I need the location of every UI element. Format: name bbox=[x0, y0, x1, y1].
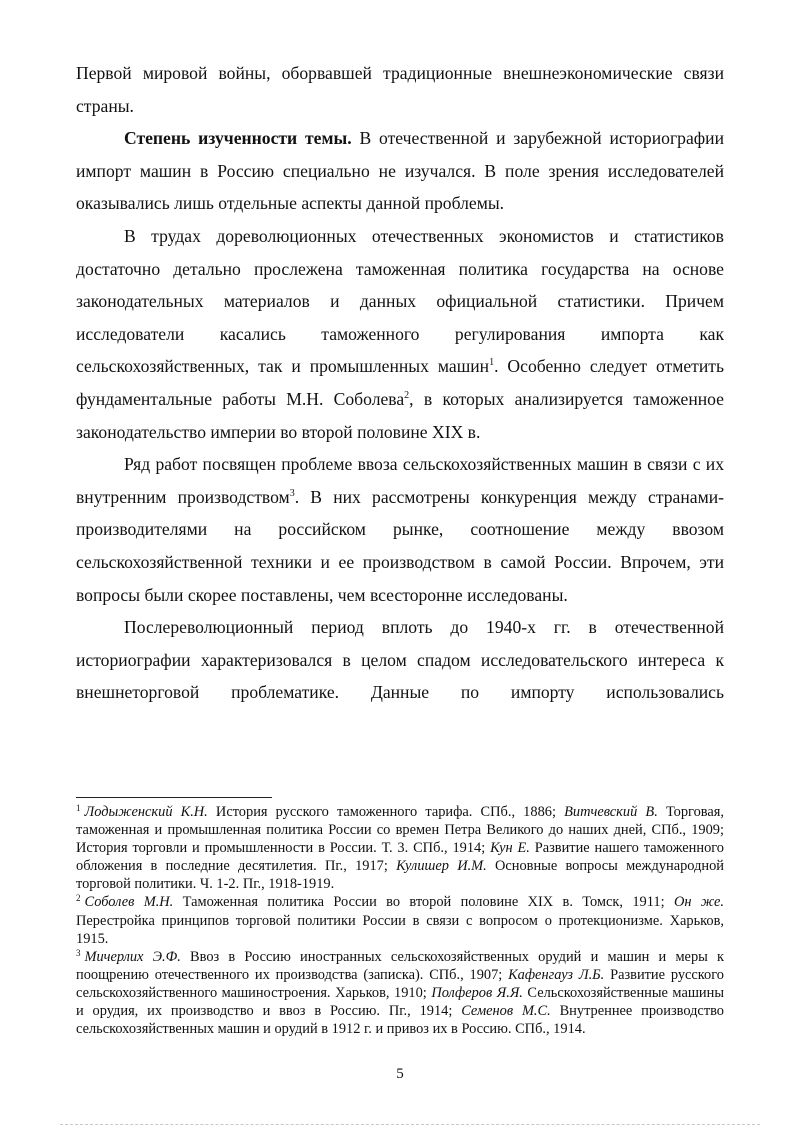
footnote-ref-1[interactable]: 1 bbox=[489, 357, 495, 369]
citation-text: Ввоз в Россию иностранных сельскохозяйственных орудий и машин и меры к поощрению отечественного их производства (записка). СПб., 1907; bbox=[76, 948, 724, 983]
paragraph-text: В отечественной и зарубежной историографии импорт машин в Россию специально не изучался. В поле зрения исследователей оказывались лишь отдельные аспекты данной проблемы. bbox=[76, 128, 724, 214]
section-heading: Степень изученности темы. bbox=[124, 128, 352, 149]
citation-text: Перестройка принципов торговой политики России в связи с вопросом о протекционизме. Харьков, 1915. bbox=[76, 912, 724, 947]
footnote-separator bbox=[76, 797, 272, 798]
body-text bbox=[76, 57, 724, 709]
author-name: Кафенгауз Л.Б. bbox=[508, 966, 605, 983]
citation-text: История русского таможенного тарифа. СПб., 1886; bbox=[207, 804, 565, 820]
citation-text: Развитие русского сельскохозяйственного машиностроения. Харьков, 1910; bbox=[76, 966, 724, 1001]
page-number: 5 bbox=[396, 1066, 404, 1082]
paragraph-text: , в которых анализируется таможенное законодательство империи во второй половине XIX в. bbox=[76, 388, 724, 442]
author-name: Полферов Я.Я. bbox=[431, 984, 523, 1001]
footnote-mark: 3 bbox=[76, 947, 81, 958]
footnote-ref-2[interactable]: 2 bbox=[404, 389, 410, 401]
paragraph-text: . Особенно следует отметить фундаментальные работы М.Н. Соболева bbox=[76, 356, 724, 409]
paragraph-prerevolutionary-works bbox=[76, 220, 724, 448]
author-name: Кун Е. bbox=[490, 840, 530, 857]
paragraph-text: Первой мировой войны, оборвавшей традиционные внешнеэкономические связи страны. bbox=[76, 63, 724, 116]
paragraph-continuation bbox=[76, 57, 724, 122]
paragraph-research-status bbox=[76, 122, 724, 220]
paragraph-postrevolutionary-period bbox=[76, 611, 724, 709]
paragraph-text: В трудах дореволюционных отечественных экономистов и статистиков достаточно детально прослежена таможенная политика государства на основе законодательных материалов и данных официальной статистики. Причем исследователи касались таможенного регулирования импорта как сельскохозяйственных, так и промышленных машин bbox=[76, 225, 724, 377]
paragraph-text: . В них рассмотрены конкуренция между странами-производителями на российском рынке, соотношение между ввозом сельскохозяйственной техники и ее производством в самой России. Впрочем, эти вопросы были скорее поставлены, чем всесторонне исследованы. bbox=[76, 486, 724, 605]
author-name: Кулишер И.М. bbox=[396, 858, 487, 875]
author-name: Лодыженский К.Н. bbox=[84, 804, 208, 820]
footnote-mark: 1 bbox=[76, 803, 81, 813]
author-name: Витчевский В. bbox=[564, 804, 658, 820]
citation-text: Развитие нашего таможенного обложения в последние десятилетия. Пг., 1917; bbox=[76, 840, 724, 875]
author-name: Соболев М.Н. bbox=[84, 894, 174, 911]
footnote-ref-3[interactable]: 3 bbox=[289, 487, 295, 499]
author-name: Он же. bbox=[673, 894, 725, 911]
paragraph-text: Послереволюционный период вплоть до 1940-х гг. в отечественной историографии характеризовался в целом спадом исследовательского интереса к внешнеторговой проблематике. Данные по импорту использовались bbox=[76, 617, 724, 703]
citation-text: Торговая, таможенная и промышленная политика России со времен Петра Великого до наших дней, СПб., 1909; История торговли и промышленности в России. Т. 3. СПб., 1914; bbox=[76, 804, 724, 857]
paragraph-text: Ряд работ посвящен проблеме ввоза сельскохозяйственных машин в связи с их внутренним производством bbox=[76, 454, 724, 507]
scan-edge-line bbox=[60, 1124, 760, 1125]
citation-text: Таможенная политика России во второй половине XIX в. Томск, 1911; bbox=[173, 894, 674, 911]
paragraph-agricultural-machines bbox=[76, 448, 724, 611]
citation-text: Основные вопросы международной торговой политики. Ч. 1-2. Пг., 1918-1919. bbox=[76, 858, 725, 893]
footnotes bbox=[76, 803, 724, 1038]
footnote-1 bbox=[76, 803, 724, 893]
footnote-mark: 2 bbox=[76, 893, 81, 904]
author-name: Семенов М.С. bbox=[461, 1003, 551, 1020]
author-name: Мичерлих Э.Ф. bbox=[84, 948, 181, 965]
footnote-3 bbox=[76, 948, 724, 1038]
footnote-2 bbox=[76, 893, 724, 947]
citation-text: Внутреннее производство сельскохозяйственных машин и орудий в 1912 г. и привоз их в Россию. СПб., 1914. bbox=[76, 1003, 724, 1038]
citation-text: Сельскохозяйственные машины и орудия, их производство и ввоз в Россию. Пг., 1914; bbox=[76, 984, 724, 1020]
